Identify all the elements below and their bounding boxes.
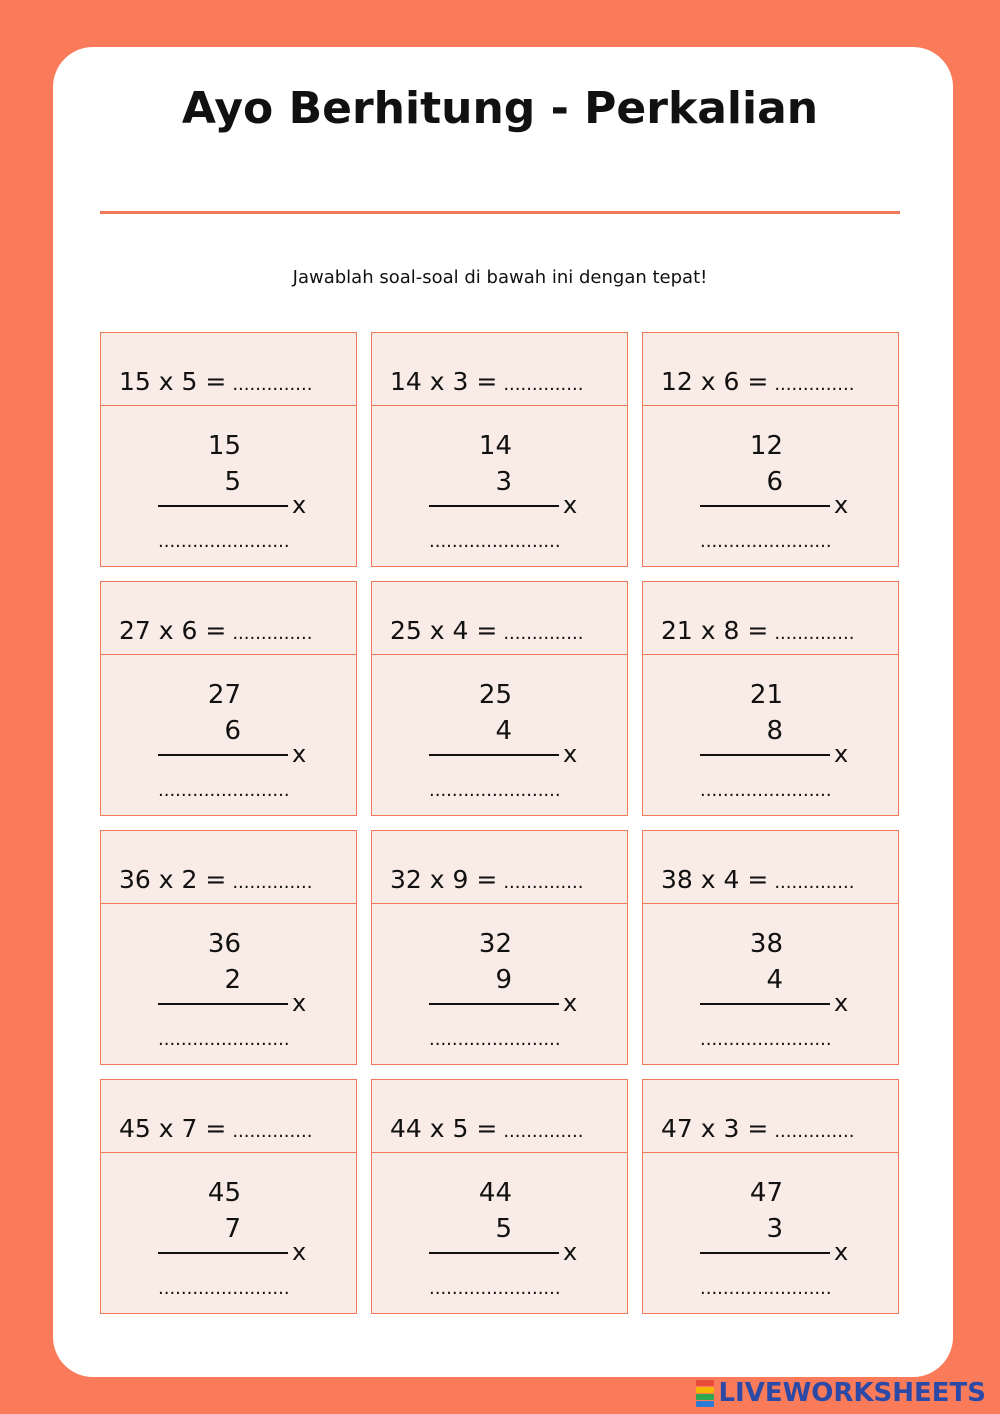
times-sign: x [834,491,849,519]
problem-header [372,831,627,904]
equation-text: 32 x 9 = [390,865,498,894]
problem-box [100,581,357,816]
times-sign: x [292,1238,307,1266]
vertical-answer-blank[interactable]: ....................... [700,1278,832,1299]
answer-blank[interactable]: .............. [774,623,855,644]
problem-equation [661,1114,854,1143]
multiplier: 6 [766,467,783,497]
sum-line [429,1003,559,1005]
multiplicand: 38 [749,929,783,959]
problem-box [642,332,899,567]
vertical-answer-blank[interactable]: ....................... [158,1278,290,1299]
multiplier: 4 [766,965,783,995]
multiplicand: 36 [207,929,241,959]
problem-equation [119,367,312,396]
problem-equation [661,616,854,645]
problem-equation [661,865,854,894]
multiplicand: 47 [749,1178,783,1208]
problem-header [643,831,898,904]
problem-box [371,581,628,816]
vertical-answer-blank[interactable]: ....................... [158,1029,290,1050]
multiplicand: 45 [207,1178,241,1208]
equation-text: 44 x 5 = [390,1114,498,1143]
answer-blank[interactable]: .............. [232,872,313,893]
problem-header [372,1080,627,1153]
problem-equation [661,367,854,396]
times-sign: x [292,989,307,1017]
sum-line [700,505,830,507]
times-sign: x [834,989,849,1017]
sum-line [700,754,830,756]
multiplier: 5 [224,467,241,497]
multiplier: 5 [495,1214,512,1244]
multiplier: 3 [495,467,512,497]
equation-text: 25 x 4 = [390,616,498,645]
equation-text: 12 x 6 = [661,367,769,396]
multiplier: 8 [766,716,783,746]
multiplicand: 14 [478,431,512,461]
problem-equation [119,865,312,894]
logo-text: LIVEWORKSHEETS [718,1378,986,1408]
vertical-answer-blank[interactable]: ....................... [429,1029,561,1050]
equation-text: 45 x 7 = [119,1114,227,1143]
problem-header [101,1080,356,1153]
problem-equation [390,865,583,894]
vertical-answer-blank[interactable]: ....................... [700,1029,832,1050]
multiplicand: 32 [478,929,512,959]
sum-line [158,1003,288,1005]
multiplier: 3 [766,1214,783,1244]
vertical-answer-blank[interactable]: ....................... [158,780,290,801]
multiplicand: 21 [749,680,783,710]
answer-blank[interactable]: .............. [774,1121,855,1142]
answer-blank[interactable]: .............. [232,374,313,395]
equation-text: 15 x 5 = [119,367,227,396]
problem-box [371,830,628,1065]
sum-line [158,1252,288,1254]
problem-header [643,582,898,655]
problem-box [371,1079,628,1314]
times-sign: x [834,740,849,768]
answer-blank[interactable]: .............. [503,374,584,395]
problem-header [101,831,356,904]
problem-header [643,1080,898,1153]
vertical-answer-blank[interactable]: ....................... [429,1278,561,1299]
liveworksheets-logo [696,1378,986,1408]
multiplicand: 12 [749,431,783,461]
multiplier: 9 [495,965,512,995]
equation-text: 14 x 3 = [390,367,498,396]
problem-equation [119,1114,312,1143]
multiplier: 7 [224,1214,241,1244]
instruction-text: Jawablah soal-soal di bawah ini dengan tepat! [292,267,708,288]
equation-text: 36 x 2 = [119,865,227,894]
answer-blank[interactable]: .............. [232,623,313,644]
times-sign: x [563,740,578,768]
answer-blank[interactable]: .............. [503,623,584,644]
vertical-answer-blank[interactable]: ....................... [429,531,561,552]
problem-equation [390,616,583,645]
problem-box [371,332,628,567]
times-sign: x [292,491,307,519]
problem-header [101,582,356,655]
problem-box [100,332,357,567]
problem-box [642,581,899,816]
problem-box [100,830,357,1065]
equation-text: 47 x 3 = [661,1114,769,1143]
times-sign: x [563,491,578,519]
problem-header [372,333,627,406]
sum-line [700,1003,830,1005]
answer-blank[interactable]: .............. [774,872,855,893]
answer-blank[interactable]: .............. [774,374,855,395]
problem-header [101,333,356,406]
sum-line [429,1252,559,1254]
vertical-answer-blank[interactable]: ....................... [700,780,832,801]
problem-equation [390,1114,583,1143]
vertical-answer-blank[interactable]: ....................... [700,531,832,552]
problem-header [643,333,898,406]
multiplier: 2 [224,965,241,995]
problem-equation [390,367,583,396]
sum-line [429,754,559,756]
vertical-answer-blank[interactable]: ....................... [158,531,290,552]
problem-box [642,1079,899,1314]
sum-line [700,1252,830,1254]
sum-line [158,754,288,756]
equation-text: 27 x 6 = [119,616,227,645]
answer-blank[interactable]: .............. [503,872,584,893]
problem-box [100,1079,357,1314]
sum-line [429,505,559,507]
title-divider [100,211,900,214]
equation-text: 38 x 4 = [661,865,769,894]
page-title: Ayo Berhitung - Perkalian [181,83,819,134]
multiplier: 4 [495,716,512,746]
times-sign: x [834,1238,849,1266]
problem-equation [119,616,312,645]
times-sign: x [563,1238,578,1266]
answer-blank[interactable]: .............. [232,1121,313,1142]
multiplicand: 27 [207,680,241,710]
multiplicand: 44 [478,1178,512,1208]
multiplicand: 15 [207,431,241,461]
problem-header [372,582,627,655]
equation-text: 21 x 8 = [661,616,769,645]
logo-icon [696,1380,714,1407]
multiplicand: 25 [478,680,512,710]
times-sign: x [563,989,578,1017]
multiplier: 6 [224,716,241,746]
problem-box [642,830,899,1065]
sum-line [158,505,288,507]
times-sign: x [292,740,307,768]
vertical-answer-blank[interactable]: ....................... [429,780,561,801]
answer-blank[interactable]: .............. [503,1121,584,1142]
